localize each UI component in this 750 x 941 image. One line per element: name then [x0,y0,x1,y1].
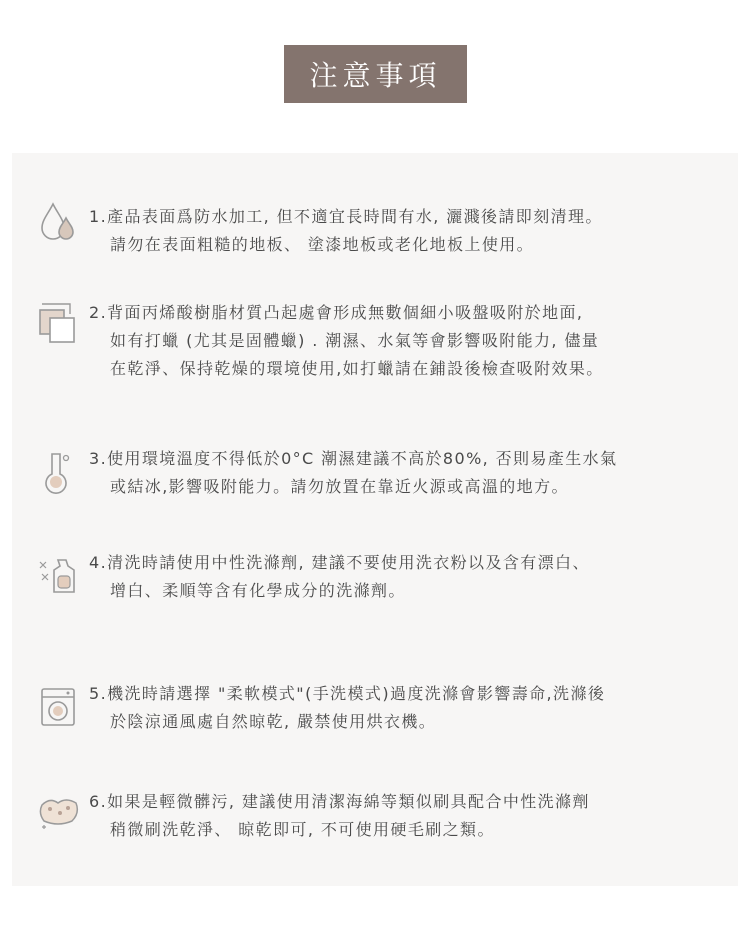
page-title: 注意事項 [284,45,467,103]
notice-line: 在乾淨、保持乾燥的環境使用,如打蠟請在鋪設後檢查吸附效果。 [110,359,604,378]
thermometer-icon [36,450,80,494]
notice-line: 4.清洗時請使用中性洗滌劑, 建議不要使用洗衣粉以及含有漂白、 [89,553,590,572]
sponge-icon [36,789,80,833]
suction-mat-icon [36,300,80,344]
notice-line: 增白、柔順等含有化學成分的洗滌劑。 [110,581,406,600]
detergent-bottle-icon [36,552,80,596]
notice-panel [12,153,738,886]
water-drops-icon [36,200,80,244]
notice-line: 1.產品表面爲防水加工, 但不適宜長時間有水, 灑濺後請即刻清理。 [89,207,603,226]
notice-line: 稍微刷洗乾淨、 晾乾即可, 不可使用硬毛刷之類。 [110,820,495,839]
notice-line: 6.如果是輕微髒污, 建議使用清潔海綿等類似刷具配合中性洗滌劑 [89,792,590,811]
notice-line: 如有打蠟 (尤其是固體蠟) . 潮濕、水氣等會影響吸附能力, 儘量 [110,331,600,350]
notice-line: 或結冰,影響吸附能力。請勿放置在靠近火源或高溫的地方。 [110,477,569,496]
notice-line: 5.機洗時請選擇 "柔軟模式"(手洗模式)過度洗滌會影響壽命,洗滌後 [89,684,606,703]
notice-line: 3.使用環境溫度不得低於0°C 潮濕建議不高於80%, 否則易產生水氣 [89,449,618,468]
notice-line: 於陰涼通風處自然晾乾, 嚴禁使用烘衣機。 [110,712,437,731]
washing-machine-icon [36,685,80,729]
notice-line: 請勿在表面粗糙的地板、 塗漆地板或老化地板上使用。 [110,235,535,254]
notice-line: 2.背面丙烯酸樹脂材質凸起處會形成無數個細小吸盤吸附於地面, [89,303,584,322]
